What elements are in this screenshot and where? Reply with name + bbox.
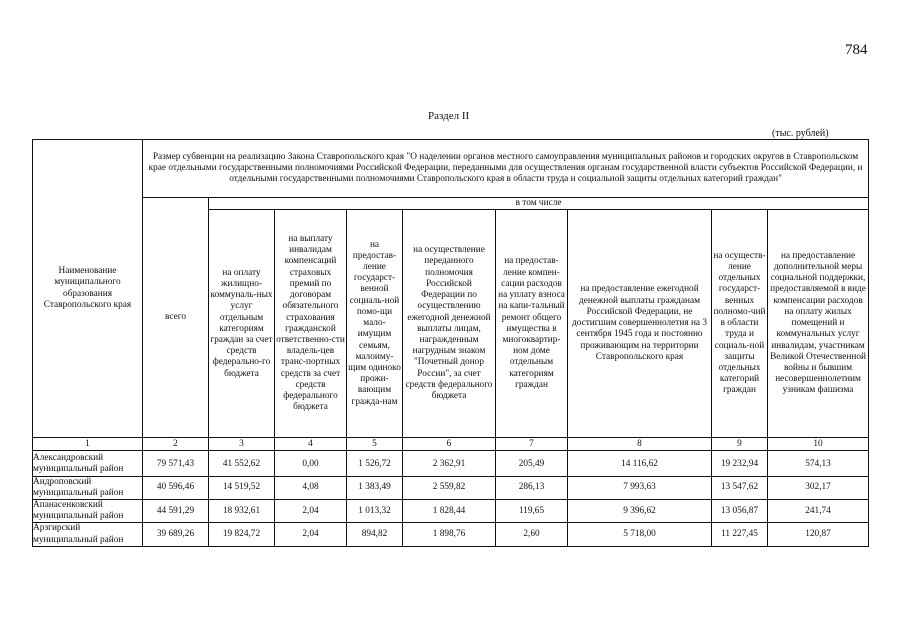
table-cell: 894,82: [347, 523, 403, 546]
subgroup-header: в том числе: [209, 198, 869, 210]
table-cell: 44 591,29: [143, 500, 209, 523]
table-cell: 286,13: [496, 476, 568, 499]
table-cell: 1 828,44: [403, 500, 496, 523]
table-cell: 2,04: [275, 500, 347, 523]
subsidy-group-header: Размер субвенции на реализацию Закона Ставропольского края "О наделении органов местного самоуправления муниципальных районов и городских округов в Ставропольском крае отдельными государственными полномочиями Российской Федерации, переданными для осуществления органам государственной власти субъектов Российской Федерации, и отдельными государственными полномочиями Ставропольского края в области труда и социальной защиты отдельных категорий граждан": [143, 140, 869, 198]
column-number: 10: [768, 438, 869, 451]
table-cell: 2 559,82: [403, 476, 496, 499]
table-row: [33, 451, 869, 476]
table-cell: 11 227,45: [712, 523, 768, 546]
municipality-name: Арзгирский муниципальный район: [33, 523, 143, 546]
table-cell: 13 056,87: [712, 500, 768, 523]
column-header: на предоставление дополнительной меры социальной поддержки, предоставляемой в виде компенсации расходов на оплату жилых помещений и коммунальных услуг инвалидам, участникам Великой Отечественной войны и бывшим несовершеннолетним узникам фашизма: [768, 210, 869, 438]
units-label: (тыс. рублей): [772, 128, 829, 139]
table-cell: 39 689,26: [143, 523, 209, 546]
subsidy-table: [32, 139, 869, 547]
column-number: 6: [403, 438, 496, 451]
table-row: [33, 523, 869, 546]
column-number-row: [33, 438, 869, 451]
column-number: 7: [496, 438, 568, 451]
table-cell: 14 519,52: [209, 476, 275, 499]
column-number: 2: [143, 438, 209, 451]
column-number: 3: [209, 438, 275, 451]
section-title: Раздел II: [428, 110, 470, 122]
column-number: 9: [712, 438, 768, 451]
municipality-name: Апанасенковский муниципальный район: [33, 500, 143, 523]
municipality-name: Андроповский муниципальный район: [33, 476, 143, 499]
table-cell: 2,04: [275, 523, 347, 546]
table-row: [33, 476, 869, 499]
column-number: 4: [275, 438, 347, 451]
municipality-header: Наименование муниципального образования Ставропольского края: [33, 140, 143, 438]
table-cell: 574,13: [768, 451, 869, 476]
table-cell: 120,87: [768, 523, 869, 546]
table-cell: 1 013,32: [347, 500, 403, 523]
table-cell: 205,49: [496, 451, 568, 476]
table-cell: 119,65: [496, 500, 568, 523]
column-header: на выплату инвалидам компенсаций страховых премий по договорам обязательного страхования гражданской ответственно-сти владель-цев транс-портных средств за счет средств федерального бюджета: [275, 210, 347, 438]
table-cell: 9 396,62: [568, 500, 712, 523]
table-cell: 1 898,76: [403, 523, 496, 546]
column-header: на оплату жилищно-коммуналь-ных услуг отдельным категориям граждан за счет средств федерально-го бюджета: [209, 210, 275, 438]
column-header: на предоставление ежегодной денежной выплаты гражданам Российской Федерации, не достигшим совершеннолетия на 3 сентября 1945 года и постоянно проживающим на территории Ставропольского края: [568, 210, 712, 438]
table-cell: 2,60: [496, 523, 568, 546]
column-number: 1: [33, 438, 143, 451]
table-cell: 241,74: [768, 500, 869, 523]
column-header: на предостав-ление компен-сации расходов на уплату взноса на капи-тальный ремонт общего имущества в многоквартир-ном доме отдельным категориям граждан: [496, 210, 568, 438]
table-cell: 18 932,61: [209, 500, 275, 523]
column-header: на осуществление переданного полномочия Российской Федерации по осуществлению ежегодной денежной выплаты лицам, награжденным нагрудным знаком "Почетный донор России", за счет средств федерального бюджета: [403, 210, 496, 438]
total-header: всего: [143, 198, 209, 438]
table-cell: 1 383,49: [347, 476, 403, 499]
table-cell: 14 116,62: [568, 451, 712, 476]
table-cell: 4,08: [275, 476, 347, 499]
table-cell: 0,00: [275, 451, 347, 476]
table-cell: 19 824,72: [209, 523, 275, 546]
column-header: на предостав-ление государст-венной социаль-ной помо-щи мало-имущим семьям, малоиму-щим одиноко прожи-вающим гражда-нам: [347, 210, 403, 438]
table-cell: 1 526,72: [347, 451, 403, 476]
table-cell: 2 362,91: [403, 451, 496, 476]
table-cell: 5 718,00: [568, 523, 712, 546]
page-number: 784: [845, 42, 868, 58]
municipality-name: Александровский муниципальный район: [33, 451, 143, 476]
table-cell: 302,17: [768, 476, 869, 499]
table-cell: 13 547,62: [712, 476, 768, 499]
table-cell: 40 596,46: [143, 476, 209, 499]
table-cell: 41 552,62: [209, 451, 275, 476]
table-cell: 7 993,63: [568, 476, 712, 499]
column-number: 5: [347, 438, 403, 451]
column-number: 8: [568, 438, 712, 451]
table-cell: 79 571,43: [143, 451, 209, 476]
table-row: [33, 500, 869, 523]
column-header: на осуществ-ление отдельных государст-венных полномо-чий в области труда и социаль-ной защиты отдельных категорий граждан: [712, 210, 768, 438]
table-cell: 19 232,94: [712, 451, 768, 476]
